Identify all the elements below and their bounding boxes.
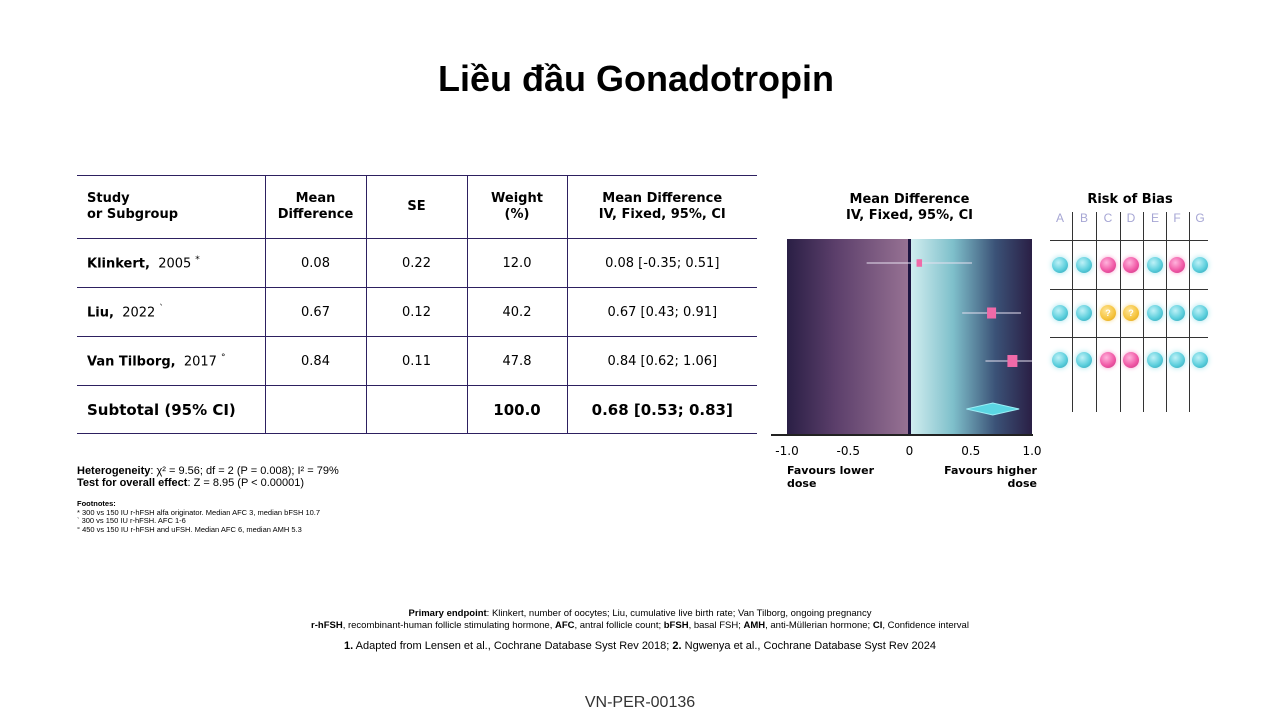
abbr-def: , recombinant-human follicle stimulating hormone, [342,620,555,631]
forest-plot-header [787,192,1032,224]
favours-lower-line2: dose [787,477,817,490]
rob-low-dot [1052,305,1068,321]
overall-effect-label: Test for overall effect [77,477,188,489]
se-cell: 0.12 [366,288,467,337]
footnotes-heading: Footnotes: [77,499,116,508]
abbr-def: , anti-Müllerian hormone; [765,620,873,631]
subtotal-ci: 0.68 [0.53; 0.83] [567,386,757,434]
reference-text: Adapted from Lensen et al., Cochrane Database Syst Rev 2018; [353,640,673,652]
study-name: Van Tilborg, [87,354,176,370]
rob-domain-letter: E [1150,211,1160,225]
rob-column-divider [1072,212,1073,412]
se-cell: 0.22 [366,239,467,288]
study-effect-square [1007,355,1017,367]
study-effect-square [987,307,996,318]
reference-number: 1. [344,640,354,652]
favours-higher-line2: dose [1007,477,1037,490]
md-cell: 0.67 [265,288,366,337]
rob-domain-letter: G [1195,211,1205,225]
rob-high-dot [1123,352,1139,368]
study-year: 2017 [183,354,217,370]
page-title: Liều đầu Gonadotropin [438,58,834,99]
study-effect-square [917,259,923,267]
reference-text: Ngwenya et al., Cochrane Database Syst Rev 2024 [681,640,936,652]
abbr-def: , basal FSH; [688,620,744,631]
rob-column-divider [1143,212,1144,412]
ci-cell: 0.08 [-0.35; 0.51] [567,239,757,288]
table-row [77,239,757,288]
forest-plot-header-line1: Mean Difference [849,192,970,207]
reference-number: 2. [672,640,682,652]
rob-low-dot [1169,305,1185,321]
md-cell: 0.84 [265,337,366,386]
table-header-row [77,176,757,239]
abbr-def: , antral follicle count; [574,620,664,631]
forest-plot [787,239,1032,435]
x-tick-label: -0.5 [836,444,860,458]
header-study-line2: or Subgroup [87,207,178,222]
study-year: 2022 [122,305,156,321]
rob-column-divider [1120,212,1121,412]
abbr-term: CI [872,620,883,631]
rob-high-dot [1100,352,1116,368]
x-tick-label: 0 [905,444,914,458]
rob-low-dot [1192,352,1208,368]
rob-domain-letter: F [1173,211,1181,225]
rob-low-dot [1052,257,1068,273]
rob-row-divider [1050,289,1208,290]
heterogeneity-label: Heterogeneity [77,465,151,477]
header-weight [467,176,567,239]
rob-domain-letter: D [1126,211,1136,225]
x-tick-label: 0.5 [961,444,981,458]
footnote-item: * 300 vs 150 IU r-hFSH alfa originator. Median AFC 3, median bFSH 10.7 [77,507,321,517]
favours-lower-line1: Favours lower [787,464,875,477]
header-ci [567,176,757,239]
heterogeneity-line [77,465,339,477]
forest-plot-header-line2: IV, Fixed, 95%, CI [846,208,973,223]
footnote-item: ` 300 vs 150 IU r-hFSH. AFC 1-6 [77,516,186,525]
x-tick-label: 1.0 [1022,444,1042,458]
rob-domain-letter: A [1055,211,1065,225]
x-tick-label: -1.0 [775,444,799,458]
study-footnote-mark: ` [159,303,164,314]
overall-effect-line [77,477,339,489]
abbreviations-line [0,620,1280,631]
rob-low-dot [1076,257,1092,273]
study-table [77,175,757,434]
rob-low-dot [1147,305,1163,321]
favours-higher-label [944,464,1037,490]
header-weight-line1: Weight [491,191,543,206]
references-line [0,640,1280,652]
weight-cell: 47.8 [467,337,567,386]
subtotal-se-empty [366,386,467,434]
abbr-def: , Confidence interval [882,620,969,631]
document-code: VN-PER-00136 [584,694,696,711]
primary-endpoint-line [0,608,1280,619]
md-cell: 0.08 [265,239,366,288]
rob-low-dot [1169,352,1185,368]
rob-low-dot [1192,257,1208,273]
header-study [77,176,265,239]
favours-higher-line1: Favours higher [944,464,1037,477]
study-footnote-mark: ° [220,352,226,363]
footnotes-heading-text: Footnotes [77,499,114,508]
rob-high-dot [1169,257,1185,273]
rob-low-dot [1052,352,1068,368]
header-study-line1: Study [87,191,130,206]
rob-column-divider [1166,212,1167,412]
subtotal-weight: 100.0 [467,386,567,434]
heterogeneity-value: : χ² = 9.56; df = 2 (P = 0.008); I² = 79% [150,465,339,477]
header-md-line1: Mean [295,191,336,206]
study-cell [77,239,265,288]
ci-cell: 0.84 [0.62; 1.06] [567,337,757,386]
forest-plot-svg [787,239,1032,435]
footnotes [77,500,320,534]
overall-effect-value: : Z = 8.95 (P < 0.00001) [187,477,305,489]
rob-low-dot [1192,305,1208,321]
subtotal-row [77,386,757,434]
abbr-term: AFC [554,620,575,631]
rob-column-divider [1096,212,1097,412]
header-md-line2: Difference [277,207,354,222]
pooled-effect-diamond [966,403,1019,415]
se-cell: 0.11 [366,337,467,386]
weight-cell: 12.0 [467,239,567,288]
rob-column-divider [1189,212,1190,412]
header-ci-line2: IV, Fixed, 95%, CI [598,207,726,222]
header-se: SE [366,176,467,239]
rob-low-dot [1076,352,1092,368]
abbr-term: AMH [743,620,766,631]
rob-low-dot [1076,305,1092,321]
rob-domain-letter: C [1103,211,1113,225]
risk-of-bias-title: Risk of Bias [1087,192,1173,207]
rob-row-divider [1050,337,1208,338]
rob-low-dot [1147,257,1163,273]
x-axis-line [771,434,1033,436]
statistics-block [77,465,339,489]
primary-endpoint-label: Primary endpoint [408,608,487,619]
abbr-term: r-hFSH [311,620,343,631]
study-cell [77,288,265,337]
rob-unclear-dot: ? [1100,305,1116,321]
header-weight-line2: (%) [504,207,530,222]
rob-unclear-dot: ? [1123,305,1139,321]
header-ci-line1: Mean Difference [602,191,723,206]
header-mean-difference [265,176,366,239]
subtotal-md-empty [265,386,366,434]
rob-row-divider [1050,240,1208,241]
table-row [77,337,757,386]
weight-cell: 40.2 [467,288,567,337]
ci-cell: 0.67 [0.43; 0.91] [567,288,757,337]
study-name: Klinkert, [87,256,150,272]
study-cell [77,337,265,386]
abbr-term: bFSH [663,620,689,631]
subtotal-label: Subtotal (95% CI) [77,386,265,434]
study-name: Liu, [87,305,114,321]
primary-endpoint-text: : Klinkert, number of oocytes; Liu, cumulative live birth rate; Van Tilborg, ongoing pregnancy [486,608,872,619]
study-footnote-mark: * [195,254,200,265]
study-year: 2005 [158,256,192,272]
rob-low-dot [1147,352,1163,368]
rob-high-dot [1100,257,1116,273]
rob-high-dot [1123,257,1139,273]
rob-domain-letter: B [1079,211,1089,225]
footnote-item: ° 450 vs 150 IU r-hFSH and uFSH. Median AFC 6, median AMH 5.3 [77,524,302,534]
table-row [77,288,757,337]
favours-lower-label [787,464,874,490]
